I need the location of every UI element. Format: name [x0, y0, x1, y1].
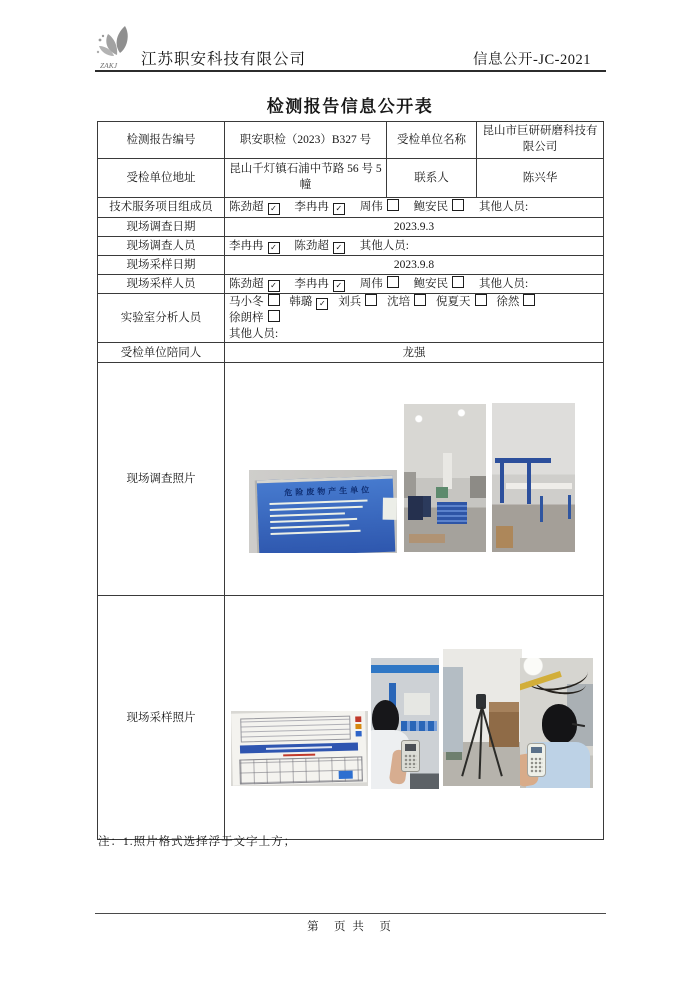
member-checkbox: [475, 294, 487, 306]
hazard-sign-board: [257, 476, 396, 553]
table-row: [98, 218, 604, 237]
member-name: 周伟: [359, 201, 383, 214]
survey-date-value: 2023.9.3: [225, 218, 604, 237]
member: [294, 278, 345, 290]
member: [294, 201, 345, 213]
member-name: 韩璐: [289, 296, 313, 308]
survey-photos: [225, 364, 603, 595]
member-name: 李冉冉: [294, 277, 329, 290]
member-checkbox: ✓: [268, 280, 280, 292]
table-row: [98, 343, 604, 363]
member-name: 陈劲超: [229, 201, 264, 214]
member: [360, 201, 399, 213]
member-checkbox: [414, 294, 426, 306]
company-name: 江苏职安科技有限公司: [141, 51, 307, 68]
sampling-photo-measuring-1: [371, 658, 439, 789]
member-checkbox: [365, 294, 377, 306]
member-checkbox: [387, 199, 399, 211]
floor-plan-title-band: [240, 742, 358, 753]
member-name: 李冉冉: [229, 239, 264, 252]
member-checkbox: [387, 276, 399, 288]
table-row: [98, 596, 604, 840]
survey-staff-label: 现场调查人员: [98, 237, 225, 256]
footer-divider: [95, 913, 606, 914]
table-row: [98, 275, 604, 294]
member: [436, 296, 487, 308]
survey-staff-members: [225, 237, 604, 256]
member-checkbox: [523, 294, 535, 306]
survey-date-label: 现场调查日期: [98, 218, 225, 237]
report-no-value: 职安职检（2023）B327 号: [225, 122, 387, 159]
sampling-photo-tripod: [443, 649, 522, 786]
member-name: 徐朗梓: [229, 312, 264, 325]
member: [414, 278, 465, 290]
tripod-leg: [481, 707, 503, 777]
table-row: [98, 122, 604, 159]
member-name: 周伟: [359, 277, 383, 290]
member: [387, 296, 426, 308]
handheld-meter: [401, 740, 420, 772]
member: [294, 240, 345, 252]
member-name: 倪夏天: [436, 296, 471, 308]
sampling-photo-measuring-2: [520, 658, 593, 788]
member-name: 鲍安民: [413, 201, 449, 214]
footnote: 注：1.照片格式选择浮于文字上方；: [98, 836, 297, 848]
survey-photos-label: 现场调查照片: [98, 363, 225, 596]
meter-screen: [405, 744, 416, 751]
table-row: [98, 159, 604, 198]
floor-plan-upper-diagram: [241, 716, 351, 742]
member-checkbox: [452, 199, 464, 211]
member-checkbox: [452, 276, 464, 288]
meter-keypad: [530, 757, 543, 773]
member-checkbox: ✓: [268, 203, 280, 215]
team-members: [225, 198, 604, 218]
table-row: [98, 198, 604, 218]
member-name: 鲍安民: [413, 277, 449, 290]
member-name: 沈培: [387, 296, 411, 308]
logo-text: ZAKJ: [100, 61, 118, 70]
member-checkbox: ✓: [333, 242, 345, 254]
survey-photo-hazard-sign: [249, 470, 397, 553]
escort-value: 龙强: [225, 343, 604, 363]
meter-keypad: [404, 754, 417, 768]
member-name: 陈劲超: [294, 239, 329, 252]
member: [229, 312, 280, 324]
member-name: 李冉冉: [294, 201, 329, 214]
table-row: [98, 294, 604, 343]
member: [229, 240, 280, 252]
member-name: 马小冬: [229, 296, 264, 308]
member: [229, 278, 280, 290]
member-checkbox: [268, 310, 280, 322]
info-table: [97, 121, 604, 840]
survey-photo-workshop-1: [404, 404, 486, 552]
table-row: [98, 237, 604, 256]
floor-plan-lower-diagram: [239, 757, 362, 785]
company-logo: [94, 24, 142, 70]
member-checkbox: ✓: [333, 280, 345, 292]
others-label: 其他人员:: [479, 277, 529, 290]
member-checkbox: ✓: [333, 203, 345, 215]
sign-text-lines: [257, 499, 394, 536]
member-checkbox: [268, 294, 280, 306]
contact-value: 陈兴华: [477, 159, 604, 198]
hazard-sign-title: 危险废物产生单位: [283, 485, 373, 498]
others-label: 其他人员:: [229, 328, 279, 341]
others-label: 其他人员:: [359, 239, 409, 252]
handheld-meter: [527, 743, 546, 777]
header-divider: [95, 70, 606, 72]
sample-date-value: 2023.9.8: [225, 256, 604, 275]
survey-photos-cell: [225, 363, 604, 596]
sample-photos-cell: [225, 596, 604, 840]
report-no-label: 检测报告编号: [98, 122, 225, 159]
member-name: 刘兵: [338, 296, 362, 308]
member: [414, 201, 465, 213]
member-checkbox: ✓: [268, 242, 280, 254]
floor-plan-legend: [356, 716, 363, 736]
escort-label: 受检单位陪同人: [98, 343, 225, 363]
table-row: [98, 363, 604, 596]
document-code: 信息公开-JC-2021: [473, 52, 591, 68]
sample-staff-label: 现场采样人员: [98, 275, 225, 294]
table-row: [98, 256, 604, 275]
sampling-photo-floor-plan: [231, 711, 368, 786]
posted-paper: [383, 498, 397, 520]
unit-name-value: 昆山市巨研研磨科技有限公司: [477, 122, 604, 159]
member: [229, 201, 280, 213]
lab-staff-members: [225, 294, 604, 343]
sample-photos-label: 现场采样照片: [98, 596, 225, 840]
others-label: 其他人员:: [479, 201, 529, 214]
member-checkbox: ✓: [316, 298, 328, 310]
contact-label: 联系人: [387, 159, 477, 198]
sample-photos: [225, 597, 603, 839]
survey-photo-workshop-2: [492, 403, 575, 552]
member: [338, 296, 377, 308]
member: [360, 278, 399, 290]
logo-petal: [117, 26, 128, 53]
member-name: 徐然: [496, 296, 520, 308]
unit-name-label: 受检单位名称: [387, 122, 477, 159]
member: [289, 296, 328, 308]
meter-screen: [531, 747, 542, 753]
floor-plan-board: [231, 711, 367, 786]
member-name: 陈劲超: [229, 277, 264, 290]
floor-plan-red-subtitle: [284, 754, 316, 757]
lab-staff-label: 实验室分析人员: [98, 294, 225, 343]
unit-addr-label: 受检单位地址: [98, 159, 225, 198]
team-label: 技术服务项目组成员: [98, 198, 225, 218]
page-title: 检测报告信息公开表: [266, 97, 434, 116]
member: [496, 296, 535, 308]
member: [229, 296, 280, 308]
sample-date-label: 现场采样日期: [98, 256, 225, 275]
sample-staff-members: [225, 275, 604, 294]
unit-addr-value: 昆山千灯镇石浦中节路 56 号 5 幢: [225, 159, 387, 198]
page-number-text: 第 页 共 页: [307, 921, 393, 933]
